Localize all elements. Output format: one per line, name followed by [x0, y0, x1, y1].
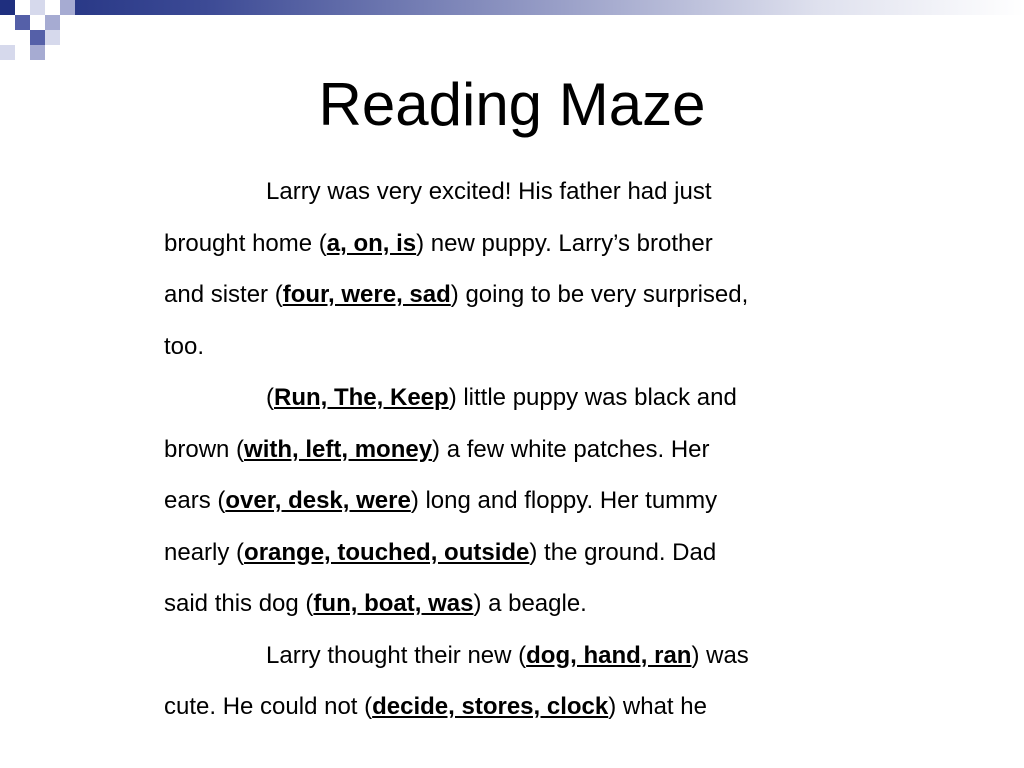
- maze-choice: fun, boat, was: [313, 590, 474, 617]
- passage-line: [164, 630, 884, 682]
- passage-line: [164, 269, 884, 321]
- passage-text: ) new puppy. Larry’s brother: [416, 229, 713, 257]
- passage-line: [164, 218, 884, 270]
- maze-choice: Run, The, Keep: [274, 384, 449, 411]
- passage-text: ) was: [691, 641, 749, 669]
- decor-square: [30, 45, 45, 60]
- decor-square: [45, 15, 60, 30]
- reading-passage: [164, 166, 884, 733]
- passage-text: and sister (: [164, 281, 283, 308]
- passage-text: nearly (: [164, 538, 245, 566]
- passage-line: [164, 527, 884, 579]
- passage-text: ) the ground. Dad: [529, 538, 717, 566]
- passage-line: [164, 578, 884, 630]
- passage-text: ) going to be very surprised,: [450, 281, 749, 308]
- slide-decoration: [0, 0, 1024, 70]
- maze-choice: over, desk, were: [225, 487, 411, 514]
- maze-choice: dog, hand, ran: [526, 641, 692, 669]
- passage-text: ) a few white patches. Her: [432, 435, 710, 463]
- maze-choice: four, were, sad: [282, 281, 451, 308]
- decor-square: [0, 45, 15, 60]
- maze-choice: a, on, is: [326, 229, 417, 257]
- passage-line: [164, 321, 884, 373]
- passage-text: brown (: [164, 435, 245, 463]
- passage-text: (: [266, 384, 274, 411]
- passage-text: Larry was very excited! His father had just: [266, 178, 712, 205]
- maze-choice: orange, touched, outside: [244, 538, 530, 566]
- decor-square: [45, 0, 60, 15]
- passage-text: Larry thought their new (: [266, 641, 527, 669]
- maze-choice: decide, stores, clock: [372, 693, 609, 720]
- passage-line: [164, 372, 884, 424]
- passage-text: ) little puppy was black and: [448, 384, 737, 411]
- passage-text: cute. He could not (: [164, 693, 373, 720]
- decor-square: [30, 30, 45, 45]
- decor-square: [0, 0, 15, 15]
- slide-title: Reading Maze: [318, 71, 706, 138]
- passage-text: ) what he: [608, 693, 707, 720]
- passage-line: [164, 424, 884, 476]
- passage-line: [164, 475, 884, 527]
- header-gradient-bar: [0, 0, 1024, 15]
- passage-text: said this dog (: [164, 590, 314, 617]
- decor-square: [45, 30, 60, 45]
- passage-text: ears (: [164, 487, 226, 514]
- maze-choice: with, left, money: [244, 435, 433, 463]
- passage-line: [164, 166, 884, 218]
- decor-square: [30, 0, 45, 15]
- passage-text: too.: [164, 332, 205, 360]
- passage-text: ) a beagle.: [473, 590, 587, 617]
- passage-text: ) long and floppy. Her tummy: [410, 487, 718, 514]
- decor-square: [15, 0, 30, 15]
- passage-line: [164, 681, 884, 733]
- decor-square: [60, 0, 75, 15]
- decor-square: [15, 15, 30, 30]
- passage-text: brought home (: [164, 229, 327, 257]
